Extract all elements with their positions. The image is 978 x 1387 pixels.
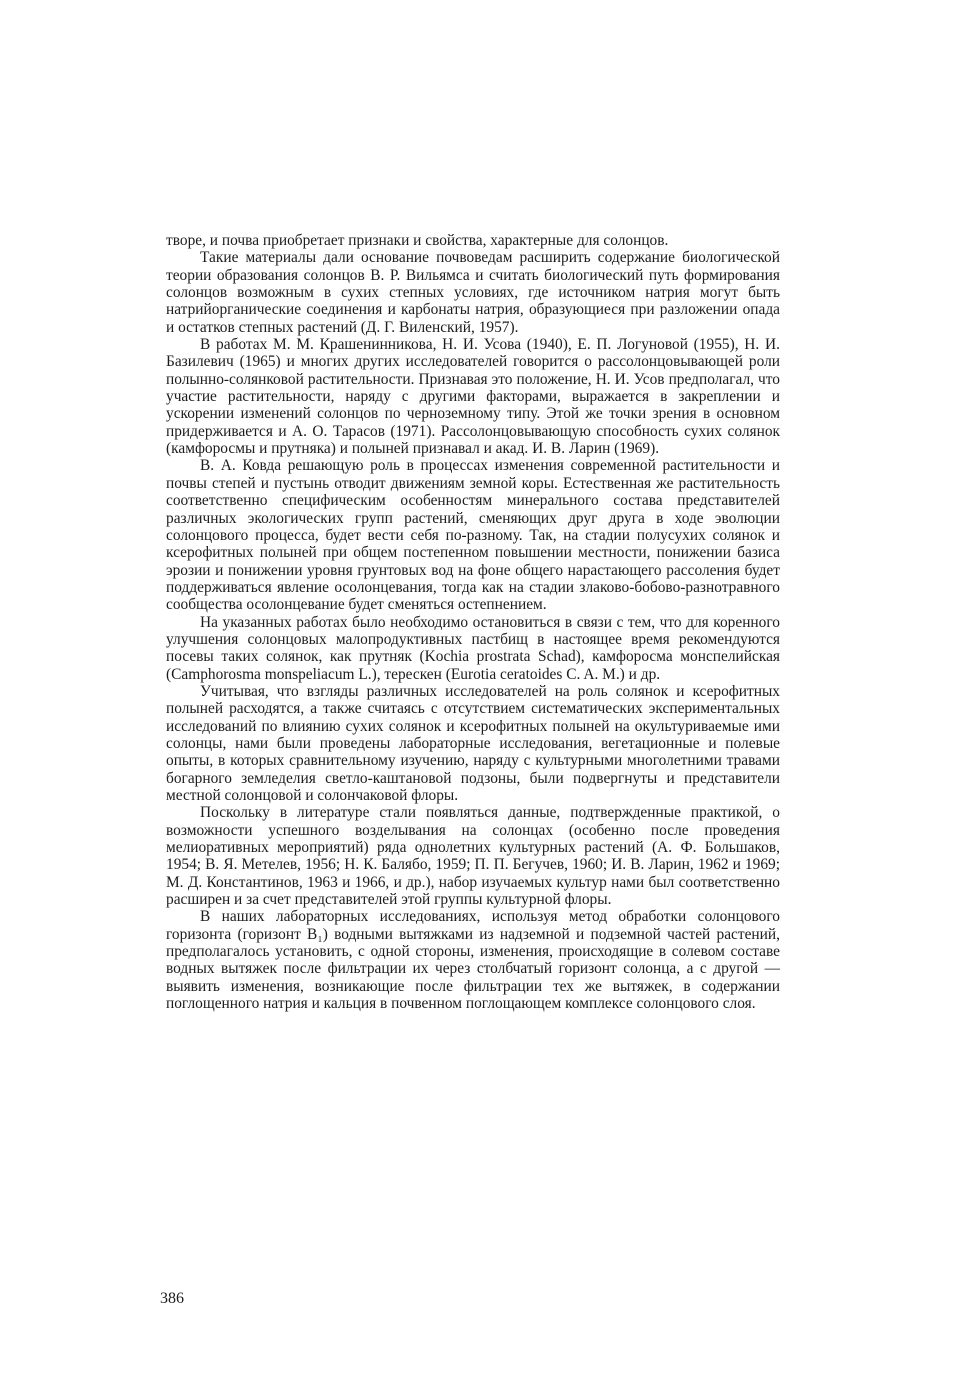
paragraph-1: творе, и почва приобретает признаки и свойства, характерные для солонцов. <box>166 232 669 249</box>
paragraph-7: Поскольку в литературе стали появляться данные, подтвержденные практикой, о возможности успешного возделывания на солонцах (особенно после проведения мелиоративных мероприятий) ряда однолетних культурных растений (А. Ф. Большаков, 1954; В. Я. Метелев, 1956; Н. К. Балябо, 1959; П. П. Бегучев, 1960; И. В. Ларин, 1962 и 1969; М. Д. Константинов, 1963 и 1966, и др.), набор изучаемых культур нами был соответственно расширен и за счет представителей этой группы культурной флоры. <box>166 804 780 909</box>
paragraph-2: Такие материалы дали основание почвоведам расширить содержание биологической теории образования солонцов В. Р. Вильямса и считать биологический путь формирования солонцов возможным в сухих степных условиях, где источником натрия могут быть натрийорганические соединения и карбонаты натрия, образующиеся при разложении опада и остатков степных растений (Д. Г. Виленский, 1957). <box>166 249 780 336</box>
paragraph-3: В работах М. М. Крашенинникова, Н. И. Усова (1940), Е. П. Логуновой (1955), Н. И. Базилевич (1965) и многих других исследователей говорится о рассолонцовывающей роли полынно-солянковой растительности. Признавая это положение, Н. И. Усов предполагал, что участие растительности, наряду с другими факторами, выражается в закреплении и ускорении изменений солонцов по черноземному типу. Этой же точки зрения в основном придерживается и А. О. Тарасов (1971). Рассолонцовывающую способность сухих солянок (камфоросмы и прутняка) и полыней признавал и акад. И. В. Ларин (1969). <box>166 336 780 458</box>
paragraph-6: Учитывая, что взгляды различных исследователей на роль солянок и ксерофитных полыней расходятся, а также считаясь с отсутствием систематических экспериментальных исследований по влиянию сухих солянок и ксерофитных полыней на окультуриваемые ими солонцы, нами были проведены лабораторные исследования, вегетационные и полевые опыты, в которых сравнительному изучению, наряду с культурными многолетними травами богарного земледелия светло-каштановой подзоны, были подвергнуты и представители местной солонцовой и солончаковой флоры. <box>166 682 780 804</box>
body-text <box>166 232 780 1012</box>
page-number: 386 <box>160 1290 184 1307</box>
paragraph-8: В наших лабораторных исследованиях, используя метод обработки солонцового горизонта (горизонт B₁) водными вытяжками из надземной и подземной частей растений, предполагалось установить, с одной стороны, изменения, происходящие в солевом составе водных вытяжек после фильтрации их через столбчатый горизонт солонца, а с другой — выявить изменения, возникающие после фильтрации тех же вытяжек, в содержании поглощенного натрия и кальция в почвенном поглощающем комплексе солонцового слоя. <box>166 908 780 1013</box>
paragraph-5: На указанных работах было необходимо остановиться в связи с тем, что для коренного улучшения солонцовых малопродуктивных пастбищ в настоящее время рекомендуются посевы таких солянок, как прутняк (Kochia prostrata Schad), камфоросма монспелийская (Camphorosma monspeliacum L.), терескен (Eurotia ceratoides C. A. M.) и др. <box>166 613 780 683</box>
paragraph-4: В. А. Ковда решающую роль в процессах изменения современной растительности и почвы степей и пустынь отводит движениям земной коры. Естественная же растительность соответственно специфическим особенностям минерального состава представителей различных экологических групп растений, сменяющих друг друга в ходе эволюции солонцового процесса, будет вести себя по-разному. Так, на стадии полусухих солянок и ксерофитных полыней при общем постепенном повышении местности, понижении базиса эрозии и понижении уровня грунтовых вод на фоне общего нарастающего рассоления будет поддерживаться явление осолонцевания, тогда как на стадии злаково-бобово-разнотравного сообщества осолонцевание будет сменяться остепнением. <box>166 457 780 614</box>
